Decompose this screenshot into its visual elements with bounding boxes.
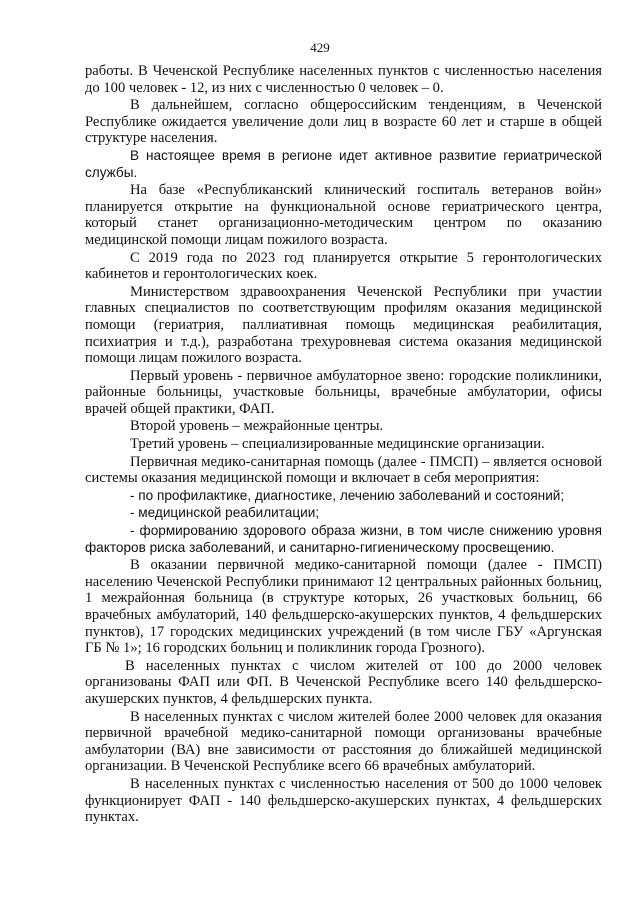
paragraph: Второй уровень – межрайонные центры. <box>130 418 384 435</box>
body-text <box>85 63 602 827</box>
list-item: - по профилактике, диагностике, лечению заболеваний и состояний; <box>130 487 565 503</box>
paragraph: С 2019 года по 2023 год планируется открытие 5 геронтологических кабинетов и геронтологических коек. <box>85 249 602 283</box>
paragraph: В населенных пунктах с численностью населения от 500 до 1000 человек функционирует ФАП - 140 фельдшерско-акушерских пунктах, 4 фельдшерских пунктах. <box>85 775 602 826</box>
page-number: 429 <box>310 40 330 55</box>
list-item: - медицинской реабилитации; <box>130 505 320 521</box>
paragraph: Третий уровень – специализированные медицинские организации. <box>130 436 545 453</box>
paragraph: работы. В Чеченской Республике населенных пунктов с численностью населения до 100 человек - 12, из них с численностью 0 человек – 0. <box>85 63 602 96</box>
paragraph: В населенных пунктах с числом жителей от 100 до 2000 человек организованы ФАП или ФП. В Чеченской Республике всего 140 фельдшерско-акушерских пунктов, 4 фельдшерских пункта. <box>85 657 602 707</box>
list-item: - формированию здорового образа жизни, в том числе снижению уровня факторов риска заболеваний, и санитарно-гигиеническому просвещению. <box>85 523 602 555</box>
paragraph: Первый уровень - первичное амбулаторное звено: городские поликлиники, районные больницы, участковые больницы, врачебные амбулатории, офисы врачей общей практики, ФАП. <box>85 367 602 417</box>
paragraph: Министерством здравоохранения Чеченской Республики при участии главных специалистов по соответствующим профилям оказания медицинской помощи (гериатрия, паллиативная помощь медицинская реабилитация, психиатрия и т.д.), разработана трехуровневая система оказания медицинской помощи лицам пожилого возраста. <box>85 283 602 367</box>
paragraph: В населенных пунктах с числом жителей более 2000 человек для оказания первичной врачебной медико-санитарной помощи организованы врачебные амбулатории (ВА) вне зависимости от расстояния до ближайшей медицинской организации. В Чеченской Республике всего 66 врачебных амбулаторий. <box>85 708 602 775</box>
paragraph: В настоящее время в регионе идет активное развитие гериатрической службы. <box>85 147 602 180</box>
paragraph: Первичная медико-санитарная помощь (далее - ПМСП) – является основой системы оказания медицинской помощи и включает в себя мероприятия: <box>85 453 602 487</box>
paragraph: В оказании первичной медико-санитарной помощи (далее - ПМСП) населению Чеченской Республики принимают 12 центральных районных больниц, 1 межрайонная больница (в структуре которых, 26 участковых больниц, 66 врачебных амбулаторий, 140 фельдшерско-акушерских пунктов, 4 фельдшерских пунктов), 17 городских медицинских учреждений (в том числе ГБУ «Аргунская ГБ № 1»; 16 городских больниц и поликлиник города Грозного). <box>85 557 602 657</box>
paragraph: В дальнейшем, согласно общероссийским тенденциям, в Чеченской Республике ожидается увеличение доли лиц в возрасте 60 лет и старше в общей структуре населения. <box>85 97 602 147</box>
paragraph: На базе «Республиканский клинический госпиталь ветеранов войн» планируется открытие на функциональной основе гериатрического центра, который станет организационно-методическим центром по оказанию медицинской помощи лицам пожилого возраста. <box>85 182 602 248</box>
